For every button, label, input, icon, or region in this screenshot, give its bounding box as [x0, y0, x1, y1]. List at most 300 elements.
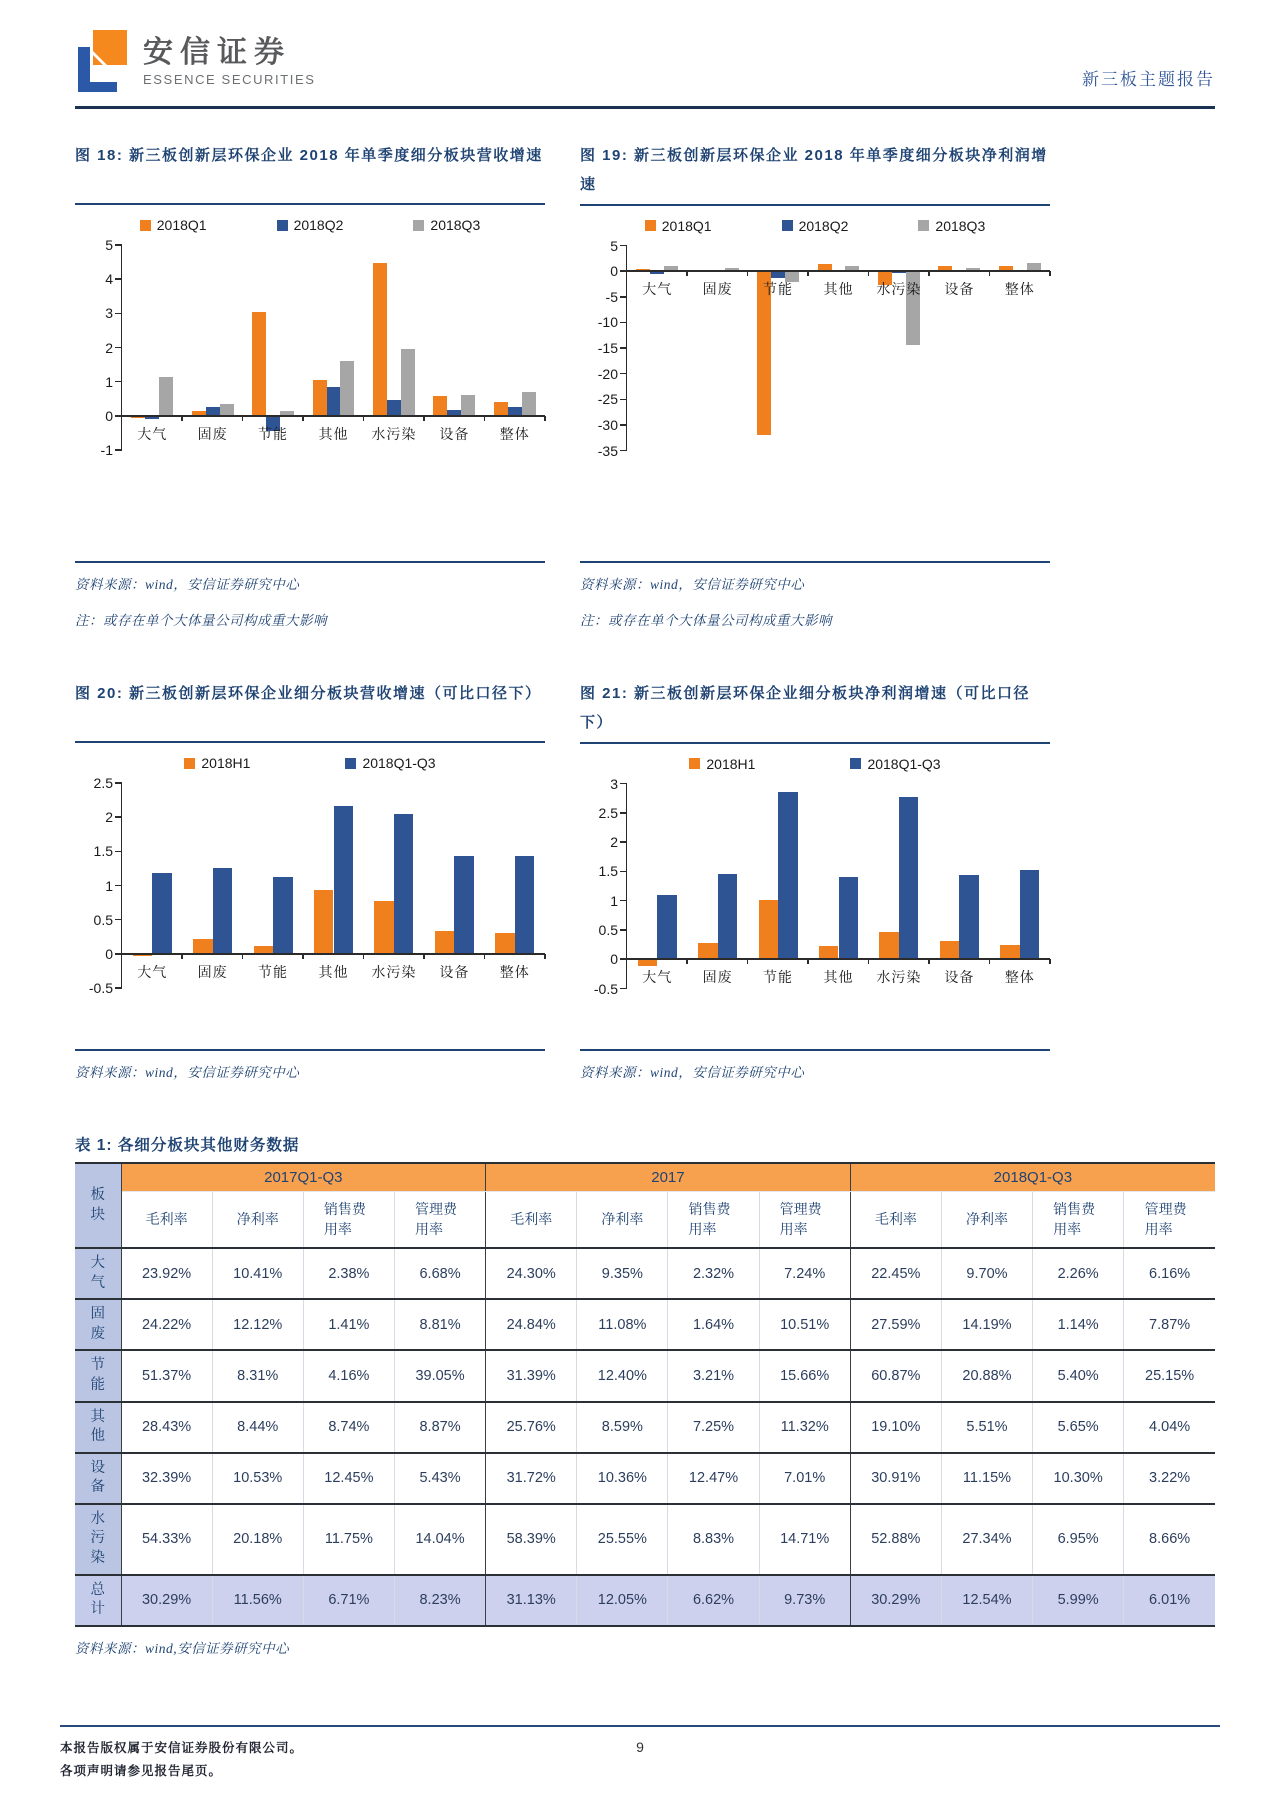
table-cell: 10.51% — [759, 1299, 850, 1350]
table-group-header: 2017 — [486, 1163, 851, 1192]
figure-bottom-divider — [75, 561, 545, 563]
table-row-label: 节能 — [75, 1350, 121, 1401]
page-header — [75, 28, 1215, 94]
legend-item-2018Q2 — [782, 218, 849, 234]
x-axis-label: 固废 — [702, 281, 733, 298]
bar-其他-2018Q1-Q3 — [839, 877, 858, 959]
bar-水污染-2018H1 — [374, 901, 393, 954]
table-subheader: 毛利率 — [850, 1192, 941, 1249]
figure-row-quarterly — [75, 141, 1215, 629]
table-cell: 8.23% — [394, 1575, 485, 1626]
y-axis-tickmark — [620, 245, 627, 247]
table-cell: 5.99% — [1033, 1575, 1124, 1626]
y-axis-tick-label: 3 — [105, 305, 113, 322]
x-axis-line — [122, 415, 545, 417]
legend-item-2018Q1 — [645, 218, 712, 234]
bar-节能-2018Q1 — [252, 312, 266, 416]
table-cell: 8.81% — [394, 1299, 485, 1350]
table-cell: 2.38% — [303, 1248, 394, 1299]
table-subheader: 销售费用率 — [1033, 1192, 1124, 1249]
x-axis-tickmark — [868, 959, 870, 964]
table-cell: 8.83% — [668, 1504, 759, 1575]
y-axis-tickmark — [115, 919, 122, 921]
table-cell: 11.75% — [303, 1504, 394, 1575]
bar-大气-2018Q1-Q3 — [152, 873, 171, 954]
table-section — [75, 1133, 1215, 1657]
x-axis-label: 设备 — [944, 281, 975, 298]
bar-大气-2018H1 — [638, 959, 657, 966]
y-axis-tickmark — [115, 885, 122, 887]
brand-logo — [75, 28, 316, 94]
bar-水污染-2018Q1-Q3 — [394, 814, 413, 954]
bar-大气-2018Q1-Q3 — [657, 895, 676, 959]
bar-大气-2018Q3 — [159, 377, 173, 416]
table-row — [75, 1575, 1215, 1626]
figure-18-note: 注：或存在单个大体量公司构成重大影响 — [75, 613, 327, 628]
table-corner-header: 板块 — [75, 1163, 121, 1248]
table-cell: 10.36% — [577, 1453, 668, 1504]
x-axis-tickmark — [747, 271, 749, 276]
y-axis-tick-label: 1 — [105, 373, 113, 390]
figure-20-source: 资料来源：wind，安信证券研究中心 — [75, 1065, 300, 1080]
figure-bottom-divider — [580, 561, 1050, 563]
y-axis-tickmark — [115, 851, 122, 853]
table-cell: 9.35% — [577, 1248, 668, 1299]
y-axis-tickmark — [620, 841, 627, 843]
table-cell: 12.40% — [577, 1350, 668, 1401]
table-row — [75, 1299, 1215, 1350]
x-axis-line — [627, 270, 1050, 272]
legend-item-2018Q1-Q3 — [850, 756, 940, 772]
table-subheader: 净利率 — [212, 1192, 303, 1249]
y-axis-tickmark — [115, 313, 122, 315]
plot-grid — [626, 784, 1050, 989]
legend-swatch-icon — [645, 220, 656, 231]
table-cell: 10.30% — [1033, 1453, 1124, 1504]
figure-20-chart — [75, 749, 545, 996]
x-axis-label: 节能 — [258, 963, 289, 980]
table-cell: 8.31% — [212, 1350, 303, 1401]
y-axis-tick-label: -0.5 — [593, 980, 618, 997]
y-axis-tick-label: -30 — [597, 416, 618, 433]
x-axis-label: 节能 — [763, 969, 794, 986]
bar-水污染-2018H1 — [879, 932, 898, 959]
bar-设备-2018Q1-Q3 — [959, 875, 978, 959]
x-axis-label: 设备 — [439, 425, 470, 442]
legend-label: 2018Q3 — [935, 217, 986, 234]
table-cell: 5.40% — [1033, 1350, 1124, 1401]
table-cell: 8.74% — [303, 1402, 394, 1453]
bar-设备-2018Q3 — [461, 395, 475, 416]
x-axis-tickmark — [484, 954, 486, 959]
table-cell: 58.39% — [486, 1504, 577, 1575]
y-axis-tick-label: 0 — [610, 951, 618, 968]
table-row — [75, 1350, 1215, 1401]
table-row-label: 其他 — [75, 1402, 121, 1453]
plot-area — [77, 775, 545, 996]
table-subheader: 毛利率 — [486, 1192, 577, 1249]
bar-设备-2018Q1-Q3 — [454, 856, 473, 954]
bar-固废-2018H1 — [698, 943, 717, 959]
figure-title-underline — [580, 204, 1050, 206]
y-axis-tick-label: 2.5 — [598, 804, 618, 821]
x-axis-label: 其他 — [318, 963, 349, 980]
x-axis-label: 水污染 — [876, 281, 922, 298]
plot-area — [77, 237, 545, 458]
table-cell: 5.51% — [941, 1402, 1032, 1453]
table-cell: 2.26% — [1033, 1248, 1124, 1299]
y-axis-tickmark — [115, 381, 122, 383]
table-cell: 6.71% — [303, 1575, 394, 1626]
bar-水污染-2018Q3 — [401, 349, 415, 416]
figure-19-note: 注：或存在单个大体量公司构成重大影响 — [580, 613, 832, 628]
table-cell: 7.24% — [759, 1248, 850, 1299]
bar-整体-2018Q3 — [522, 392, 536, 416]
y-axis-tickmark — [620, 929, 627, 931]
bar-节能-2018Q1-Q3 — [778, 792, 797, 959]
table-cell: 5.65% — [1033, 1402, 1124, 1453]
y-axis-tick-label: -15 — [597, 340, 618, 356]
y-axis-tick-label: -20 — [597, 365, 618, 382]
y-axis-tick-label: 5 — [105, 237, 113, 253]
bar-固废-2018Q3 — [220, 404, 234, 416]
table-cell: 27.59% — [850, 1299, 941, 1350]
legend-swatch-icon — [140, 220, 151, 231]
y-axis-tick-label: 1.5 — [598, 863, 618, 880]
table-subheader: 销售费用率 — [303, 1192, 394, 1249]
table-row-label: 固废 — [75, 1299, 121, 1350]
x-axis-label: 节能 — [763, 281, 794, 298]
figure-21-title: 图 21: 新三板创新层环保企业细分板块净利润增速（可比口径下） — [580, 685, 1031, 732]
y-axis-tick-label: 3 — [610, 775, 618, 792]
legend-item-2018H1 — [689, 756, 755, 772]
bar-固废-2018Q1-Q3 — [213, 868, 232, 954]
plot-grid — [121, 245, 545, 450]
y-axis-tick-label: 0 — [610, 263, 618, 280]
legend-label: 2018Q1 — [156, 217, 207, 233]
table-cell: 30.29% — [850, 1575, 941, 1626]
legend-swatch-icon — [345, 758, 356, 769]
x-axis-tickmark — [544, 954, 546, 959]
x-axis-label: 整体 — [1004, 281, 1035, 298]
x-axis-tickmark — [423, 416, 425, 421]
figure-20-title: 图 20: 新三板创新层环保企业细分板块营收增速（可比口径下） — [75, 685, 542, 702]
bar-水污染-2018Q2 — [387, 400, 401, 415]
x-axis-tickmark — [181, 416, 183, 421]
bar-水污染-2018Q1-Q3 — [899, 797, 918, 959]
table-cell: 11.08% — [577, 1299, 668, 1350]
x-axis-label: 设备 — [439, 963, 470, 980]
x-axis-tickmark — [989, 959, 991, 964]
table-cell: 20.18% — [212, 1504, 303, 1575]
table-subheader: 管理费用率 — [394, 1192, 485, 1249]
table-cell: 6.62% — [668, 1575, 759, 1626]
x-axis-line — [627, 958, 1050, 960]
y-axis-tick-label: 1.5 — [93, 843, 113, 860]
plot-area — [582, 775, 1050, 997]
y-axis-tick-label: 0 — [105, 945, 113, 962]
figure-19-source: 资料来源：wind，安信证券研究中心 — [580, 577, 805, 592]
y-axis-tickmark — [115, 244, 122, 246]
x-axis-label: 整体 — [1004, 969, 1035, 986]
table-cell: 24.30% — [486, 1248, 577, 1299]
figure-19-title: 图 19: 新三板创新层环保企业 2018 年单季度细分板块净利润增速 — [580, 147, 1048, 194]
table-group-header: 2018Q1-Q3 — [850, 1163, 1215, 1192]
bar-其他-2018Q3 — [340, 361, 354, 416]
y-axis-tickmark — [620, 373, 627, 375]
x-axis-tickmark — [1049, 959, 1051, 964]
y-axis-tickmark — [620, 424, 627, 426]
y-axis-tick-label: 5 — [610, 237, 618, 254]
x-axis-label: 节能 — [258, 425, 289, 442]
table-cell: 11.32% — [759, 1402, 850, 1453]
table-row-label: 水污染 — [75, 1504, 121, 1575]
chart-legend — [75, 755, 545, 771]
x-axis-tickmark — [302, 416, 304, 421]
table-cell: 1.64% — [668, 1299, 759, 1350]
bar-整体-2018H1 — [495, 933, 514, 954]
x-axis-label: 大气 — [642, 969, 673, 986]
table-cell: 31.72% — [486, 1453, 577, 1504]
y-axis-tickmark — [115, 347, 122, 349]
financial-table — [75, 1162, 1215, 1627]
plot-grid — [121, 783, 545, 988]
bar-固废-2018Q1-Q3 — [718, 874, 737, 959]
y-axis-tickmark — [115, 816, 122, 818]
y-axis-tick-label: -10 — [597, 314, 618, 331]
table-row — [75, 1453, 1215, 1504]
table-row-label: 大气 — [75, 1248, 121, 1299]
bar-整体-2018Q1-Q3 — [515, 856, 534, 954]
table-cell: 12.05% — [577, 1575, 668, 1626]
figure-bottom-divider — [75, 1049, 545, 1051]
bar-其他-2018Q1-Q3 — [334, 806, 353, 954]
table-cell: 15.66% — [759, 1350, 850, 1401]
y-axis-tickmark — [115, 987, 122, 989]
bar-节能-2018H1 — [759, 900, 778, 959]
x-axis-tickmark — [544, 416, 546, 421]
x-axis-tickmark — [242, 954, 244, 959]
bar-节能-2018Q1-Q3 — [273, 877, 292, 954]
table-cell: 5.43% — [394, 1453, 485, 1504]
y-axis-tickmark — [620, 270, 627, 272]
bar-整体-2018Q1 — [494, 402, 508, 416]
table-cell: 24.84% — [486, 1299, 577, 1350]
table-cell: 1.41% — [303, 1299, 394, 1350]
legend-swatch-icon — [277, 220, 288, 231]
table-cell: 4.16% — [303, 1350, 394, 1401]
page-footer — [60, 1725, 1220, 1785]
legend-item-2018Q1 — [140, 217, 207, 233]
legend-label: 2018H1 — [201, 755, 251, 771]
x-axis-label: 水污染 — [371, 425, 417, 442]
table-cell: 7.25% — [668, 1402, 759, 1453]
chart-legend — [75, 217, 545, 233]
legend-swatch-icon — [184, 758, 195, 769]
table-subheader: 净利率 — [577, 1192, 668, 1249]
table-cell: 20.88% — [941, 1350, 1032, 1401]
table-cell: 10.41% — [212, 1248, 303, 1299]
table-cell: 12.54% — [941, 1575, 1032, 1626]
y-axis-tick-label: 0.5 — [598, 921, 618, 938]
table-cell: 7.01% — [759, 1453, 850, 1504]
figure-row-comparable — [75, 679, 1215, 1081]
table-cell: 8.59% — [577, 1402, 668, 1453]
table-title: 表 1: 各细分板块其他财务数据 — [75, 1137, 300, 1154]
legend-item-2018H1 — [184, 755, 250, 771]
table-row — [75, 1402, 1215, 1453]
table-cell: 19.10% — [850, 1402, 941, 1453]
bar-节能-2018Q2 — [771, 271, 785, 278]
x-axis-label: 固废 — [702, 969, 733, 986]
y-axis-tick-label: -5 — [605, 288, 618, 305]
table-subheader: 净利率 — [941, 1192, 1032, 1249]
bar-设备-2018Q1 — [433, 396, 447, 415]
table-cell: 8.87% — [394, 1402, 485, 1453]
essence-securities-logo-icon — [75, 28, 129, 94]
x-axis-tickmark — [242, 416, 244, 421]
x-axis-tickmark — [928, 959, 930, 964]
table-cell: 51.37% — [121, 1350, 212, 1401]
table-row — [75, 1504, 1215, 1575]
table-cell: 9.70% — [941, 1248, 1032, 1299]
legend-label: 2018H1 — [706, 755, 756, 772]
x-axis-tickmark — [423, 954, 425, 959]
plot-area — [582, 237, 1050, 459]
y-axis-tick-label: 2 — [105, 809, 113, 826]
x-axis-tickmark — [302, 954, 304, 959]
table-source: 资料来源：wind,安信证券研究中心 — [75, 1640, 290, 1656]
figure-title-underline — [580, 742, 1050, 744]
y-axis-tick-label: -25 — [597, 391, 618, 408]
x-axis-label: 大气 — [137, 425, 168, 442]
table-cell: 14.19% — [941, 1299, 1032, 1350]
y-axis-tickmark — [620, 900, 627, 902]
x-axis-tickmark — [363, 954, 365, 959]
y-axis-tick-label: 0.5 — [93, 911, 113, 928]
header-divider — [75, 106, 1215, 109]
legend-swatch-icon — [782, 220, 793, 231]
bar-整体-2018Q1-Q3 — [1020, 870, 1039, 960]
x-axis-label: 设备 — [944, 969, 975, 986]
brand-text — [143, 36, 316, 87]
table-cell: 3.21% — [668, 1350, 759, 1401]
legend-label: 2018Q1-Q3 — [867, 755, 941, 772]
table-cell: 12.12% — [212, 1299, 303, 1350]
plot-grid — [626, 246, 1050, 451]
bar-其他-2018Q1 — [313, 380, 327, 416]
table-cell: 52.88% — [850, 1504, 941, 1575]
chart-legend — [580, 218, 1050, 234]
table-cell: 12.47% — [668, 1453, 759, 1504]
y-axis-tickmark — [620, 958, 627, 960]
footer-line-2: 各项声明请参见报告尾页。 — [60, 1764, 223, 1779]
x-axis-tickmark — [1049, 271, 1051, 276]
bar-其他-2018H1 — [819, 946, 838, 959]
table-cell: 6.16% — [1124, 1248, 1215, 1299]
table-row-label: 设备 — [75, 1453, 121, 1504]
table-cell: 24.22% — [121, 1299, 212, 1350]
x-axis-label: 整体 — [499, 425, 530, 442]
table-cell: 11.15% — [941, 1453, 1032, 1504]
x-axis-label: 水污染 — [371, 963, 417, 980]
legend-label: 2018Q2 — [798, 217, 849, 234]
x-axis-tickmark — [868, 271, 870, 276]
y-axis-tick-label: -1 — [100, 442, 113, 458]
x-axis-label: 其他 — [318, 425, 349, 442]
x-axis-label: 大气 — [642, 281, 673, 298]
y-axis-tickmark — [115, 449, 122, 451]
figure-21-source: 资料来源：wind，安信证券研究中心 — [580, 1065, 805, 1080]
y-axis-tickmark — [115, 782, 122, 784]
legend-item-2018Q1-Q3 — [345, 755, 435, 771]
x-axis-tickmark — [989, 271, 991, 276]
figure-title-underline — [75, 203, 545, 205]
table-cell: 1.14% — [1033, 1299, 1124, 1350]
figure-18-source: 资料来源：wind，安信证券研究中心 — [75, 577, 300, 592]
bar-其他-2018H1 — [314, 890, 333, 954]
table-cell: 60.87% — [850, 1350, 941, 1401]
table-cell: 11.56% — [212, 1575, 303, 1626]
x-axis-line — [122, 953, 545, 955]
figure-21-chart — [580, 750, 1050, 997]
y-axis-tickmark — [115, 278, 122, 280]
table-cell: 25.15% — [1124, 1350, 1215, 1401]
x-axis-label: 固废 — [197, 963, 228, 980]
y-axis-tick-label: 4 — [105, 271, 113, 288]
figure-19 — [580, 141, 1050, 629]
figure-18 — [75, 141, 545, 629]
y-axis-tickmark — [115, 415, 122, 417]
table-cell: 6.95% — [1033, 1504, 1124, 1575]
x-axis-tickmark — [484, 416, 486, 421]
bar-其他-2018Q2 — [327, 387, 341, 416]
legend-item-2018Q3 — [918, 218, 985, 234]
table-cell: 25.76% — [486, 1402, 577, 1453]
table-cell: 54.33% — [121, 1504, 212, 1575]
y-axis-tick-label: 2.5 — [93, 775, 113, 791]
legend-label: 2018Q1 — [661, 217, 712, 234]
table-cell: 6.01% — [1124, 1575, 1215, 1626]
y-axis-tick-label: -35 — [597, 442, 618, 459]
figure-title-underline — [75, 741, 545, 743]
figure-19-chart — [580, 212, 1050, 459]
table-cell: 8.44% — [212, 1402, 303, 1453]
legend-item-2018Q3 — [413, 217, 480, 233]
table-cell: 31.13% — [486, 1575, 577, 1626]
y-axis-tickmark — [620, 450, 627, 452]
table-cell: 8.66% — [1124, 1504, 1215, 1575]
legend-label: 2018Q1-Q3 — [362, 755, 436, 771]
legend-swatch-icon — [850, 758, 861, 769]
x-axis-tickmark — [363, 416, 365, 421]
figure-bottom-divider — [580, 1049, 1050, 1051]
y-axis-tickmark — [620, 347, 627, 349]
table-cell: 6.68% — [394, 1248, 485, 1299]
x-axis-label: 其他 — [823, 969, 854, 986]
table-cell: 14.71% — [759, 1504, 850, 1575]
y-axis-tickmark — [115, 953, 122, 955]
bar-固废-2018H1 — [193, 939, 212, 953]
legend-label: 2018Q2 — [293, 217, 344, 233]
table-subheader: 管理费用率 — [1124, 1192, 1215, 1249]
table-cell: 30.29% — [121, 1575, 212, 1626]
y-axis-tickmark — [620, 322, 627, 324]
table-cell: 7.87% — [1124, 1299, 1215, 1350]
table-cell: 32.39% — [121, 1453, 212, 1504]
y-axis-tick-label: 1 — [105, 877, 113, 894]
legend-label: 2018Q3 — [430, 217, 481, 233]
